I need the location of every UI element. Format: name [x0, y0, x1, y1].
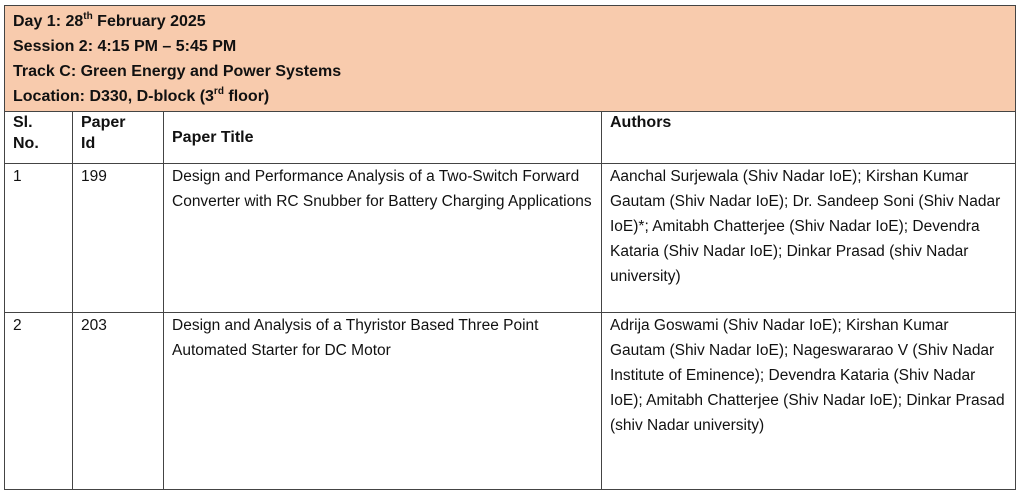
- column-header-row: [5, 112, 1016, 164]
- authors-cell: Aanchal Surjewala (Shiv Nadar IoE); Kirshan Kumar Gautam (Shiv Nadar IoE); Dr. Sandeep Soni (Shiv Nadar IoE)*; Amitabh Chatterjee (Shiv Nadar IoE); Devendra Kataria (Shiv Nadar IoE); Dinkar Prasad (shiv Nadar university): [602, 164, 1016, 313]
- location-line: Location: D330, D-block (3rd floor): [13, 85, 270, 105]
- floor-ordinal: rd: [213, 85, 224, 97]
- session-header-row: [5, 6, 1016, 112]
- col-header-sl-no: Sl. No.: [5, 112, 73, 164]
- session-schedule-table: [4, 5, 1016, 490]
- track-line: Track C: Green Energy and Power Systems: [13, 63, 342, 80]
- paper-title-cell: Design and Performance Analysis of a Two-Switch Forward Converter with RC Snubber for Battery Charging Applications: [164, 164, 602, 313]
- col-header-paper-id: Paper Id: [73, 112, 164, 164]
- session-header: [5, 6, 1016, 112]
- col-header-paper-title: Paper Title: [164, 112, 602, 164]
- day-ordinal: th: [83, 10, 93, 22]
- paper-id-cell: 199: [73, 164, 164, 313]
- table-row: [5, 313, 1016, 490]
- session-line: Session 2: 4:15 PM – 5:45 PM: [13, 38, 237, 55]
- paper-id-cell: 203: [73, 313, 164, 490]
- sl-no-cell: 1: [5, 164, 73, 313]
- authors-cell: Adrija Goswami (Shiv Nadar IoE); Kirshan Kumar Gautam (Shiv Nadar IoE); Nageswararao V (Shiv Nadar Institute of Eminence); Devendra Kataria (Shiv Nadar IoE); Amitabh Chatterjee (Shiv Nadar IoE); Dinkar Prasad (shiv Nadar university): [602, 313, 1016, 490]
- col-header-authors: Authors: [602, 112, 1016, 164]
- sl-no-cell: 2: [5, 313, 73, 490]
- paper-title-cell: Design and Analysis of a Thyristor Based Three Point Automated Starter for DC Motor: [164, 313, 602, 490]
- day-line: Day 1: 28th February 2025: [13, 10, 206, 30]
- table-row: [5, 164, 1016, 313]
